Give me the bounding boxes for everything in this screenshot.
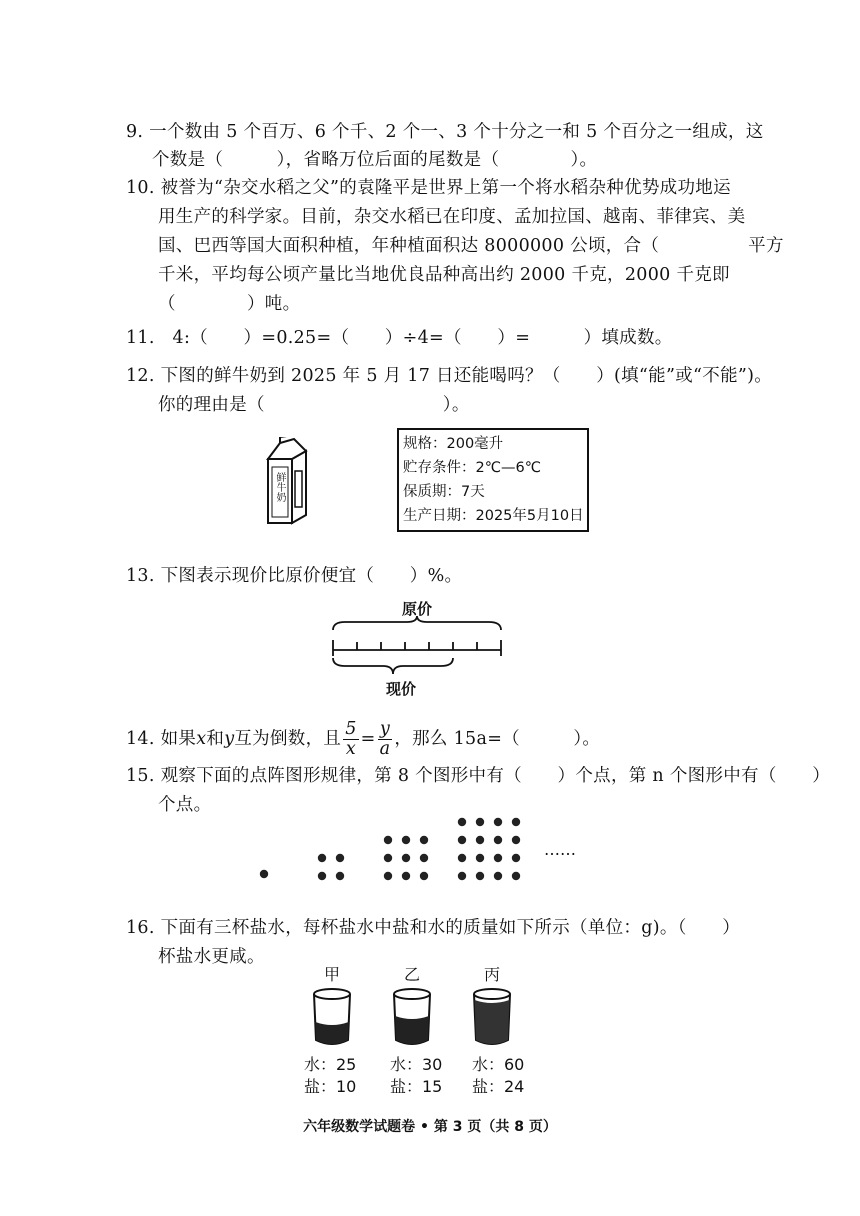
dot [402, 836, 410, 844]
dot [494, 872, 502, 880]
cup-a-icon [314, 989, 350, 1044]
dot-figure-1 [260, 870, 268, 878]
dot-figure-2 [318, 854, 344, 880]
spec-production-date: 生产日期：2025年5月10日 [403, 508, 584, 524]
price-bar-diagram [325, 616, 510, 676]
original-price-label: 原价 [402, 600, 433, 618]
dot [336, 872, 344, 880]
spec-storage: 贮存条件：2℃—6℃ [403, 460, 542, 476]
q12-line2: 你的理由是（ ）。 [158, 395, 470, 415]
spec-size: 规格：200毫升 [403, 436, 504, 452]
dot [420, 836, 428, 844]
q10-line3: 国、巴西等国大面积种植，年种植面积达 8000000 公顷，合（ 平方 [158, 236, 784, 256]
dot [494, 854, 502, 862]
cup-a-salt: 盐：10 [304, 1077, 357, 1096]
cup-b-icon [394, 989, 430, 1044]
q15-line1: 15. 观察下面的点阵图形规律，第 8 个图形中有（ ）个点，第 n 个图形中有（ ） [126, 766, 831, 786]
dot [458, 854, 466, 862]
cup-c-data [472, 1054, 524, 1098]
cup-b-data [390, 1054, 442, 1098]
q9-line2: 个数是（ ），省略万位后面的尾数是（ ）。 [152, 150, 598, 170]
cup-c-salt: 盐：24 [472, 1077, 525, 1096]
q14-x: x [196, 729, 207, 749]
dot [458, 872, 466, 880]
dot [476, 854, 484, 862]
dot [512, 818, 520, 826]
dot [384, 854, 392, 862]
q14-prefix: 14. 如果 [126, 729, 197, 749]
page-footer: 六年级数学试题卷 • 第 3 页（共 8 页） [303, 1119, 557, 1135]
dot [336, 854, 344, 862]
dot [476, 872, 484, 880]
dot [318, 872, 326, 880]
milk-carton-icon [262, 437, 310, 525]
milk-spec-box [397, 428, 589, 532]
q14-frac2-denominator: a [379, 739, 391, 759]
q10-line1: 10. 被誉为“杂交水稻之父”的袁隆平是世界上第一个将水稻杂种优势成功地运 [126, 178, 731, 198]
dot-pattern-figures [250, 800, 550, 890]
cup-c-icon [474, 989, 510, 1044]
q9-line1: 9. 一个数由 5 个百万、6 个千、2 个一、3 个十分之一和 5 个百分之一组成，这 [126, 122, 764, 142]
cup-a-water: 水：25 [304, 1055, 357, 1074]
dot [512, 836, 520, 844]
q14-fraction-2 [378, 720, 393, 759]
dot [476, 836, 484, 844]
q14-frac1-denominator: x [345, 739, 356, 759]
dot [458, 836, 466, 844]
dot [402, 854, 410, 862]
q14-fraction-1 [343, 720, 358, 759]
dot-figure-4 [458, 818, 520, 880]
q16-line1: 16. 下面有三杯盐水，每杯盐水中盐和水的质量如下所示（单位：g)。（ ） [126, 918, 741, 938]
q14-frac2-numerator: y [378, 720, 393, 740]
q10-line2: 用生产的科学家。目前，杂交水稻已在印度、孟加拉国、越南、菲律宾、美 [158, 207, 746, 227]
salt-water-cups [300, 986, 530, 1050]
q14-frac1-numerator: 5 [345, 719, 357, 739]
dot [420, 854, 428, 862]
q14-y: y [224, 729, 235, 749]
dot [384, 836, 392, 844]
q14-text [126, 720, 600, 759]
dot [512, 854, 520, 862]
q14-middle: 互为倒数，且 [234, 729, 342, 749]
dot [420, 872, 428, 880]
current-price-label: 现价 [386, 680, 417, 698]
dot [402, 872, 410, 880]
dot [318, 854, 326, 862]
dot [494, 836, 502, 844]
cup-c-water: 水：60 [472, 1055, 525, 1074]
dot-pattern-ellipsis: …… [544, 840, 576, 859]
dot [384, 872, 392, 880]
dot [260, 870, 268, 878]
cup-a-data [304, 1054, 356, 1098]
spec-shelf-life: 保质期：7天 [403, 484, 485, 500]
carton-label: 鲜牛奶 [274, 472, 285, 502]
dot [476, 818, 484, 826]
dot [494, 818, 502, 826]
q15-line2: 个点。 [158, 795, 212, 815]
dot [512, 872, 520, 880]
q14-and: 和 [206, 729, 225, 749]
cup-c-name: 丙 [484, 965, 501, 984]
q14-suffix: ，那么 15a=（ ）。 [394, 729, 601, 749]
dot [458, 818, 466, 826]
cup-b-water: 水：30 [390, 1055, 443, 1074]
q12-line1: 12. 下图的鲜牛奶到 2025 年 5 月 17 日还能喝吗？（ ）(填“能”或“不能”)。 [126, 366, 773, 386]
q16-line2: 杯盐水更咸。 [158, 947, 265, 967]
q11-text: 11. 4:（ ）=0.25=（ ）÷4=（ ）= ）填成数。 [126, 328, 673, 348]
q13-text: 13. 下图表示现价比原价便宜（ ）%。 [126, 566, 463, 586]
cup-b-name: 乙 [404, 965, 421, 984]
cup-a-name: 甲 [324, 965, 341, 984]
q10-line5: （ ）吨。 [158, 294, 301, 314]
q14-equals: = [360, 729, 376, 749]
dot-figure-3 [384, 836, 428, 880]
cup-b-salt: 盐：15 [390, 1077, 443, 1096]
q10-line4: 千米，平均每公顷产量比当地优良品种高出约 2000 千克，2000 千克即 [158, 265, 730, 285]
